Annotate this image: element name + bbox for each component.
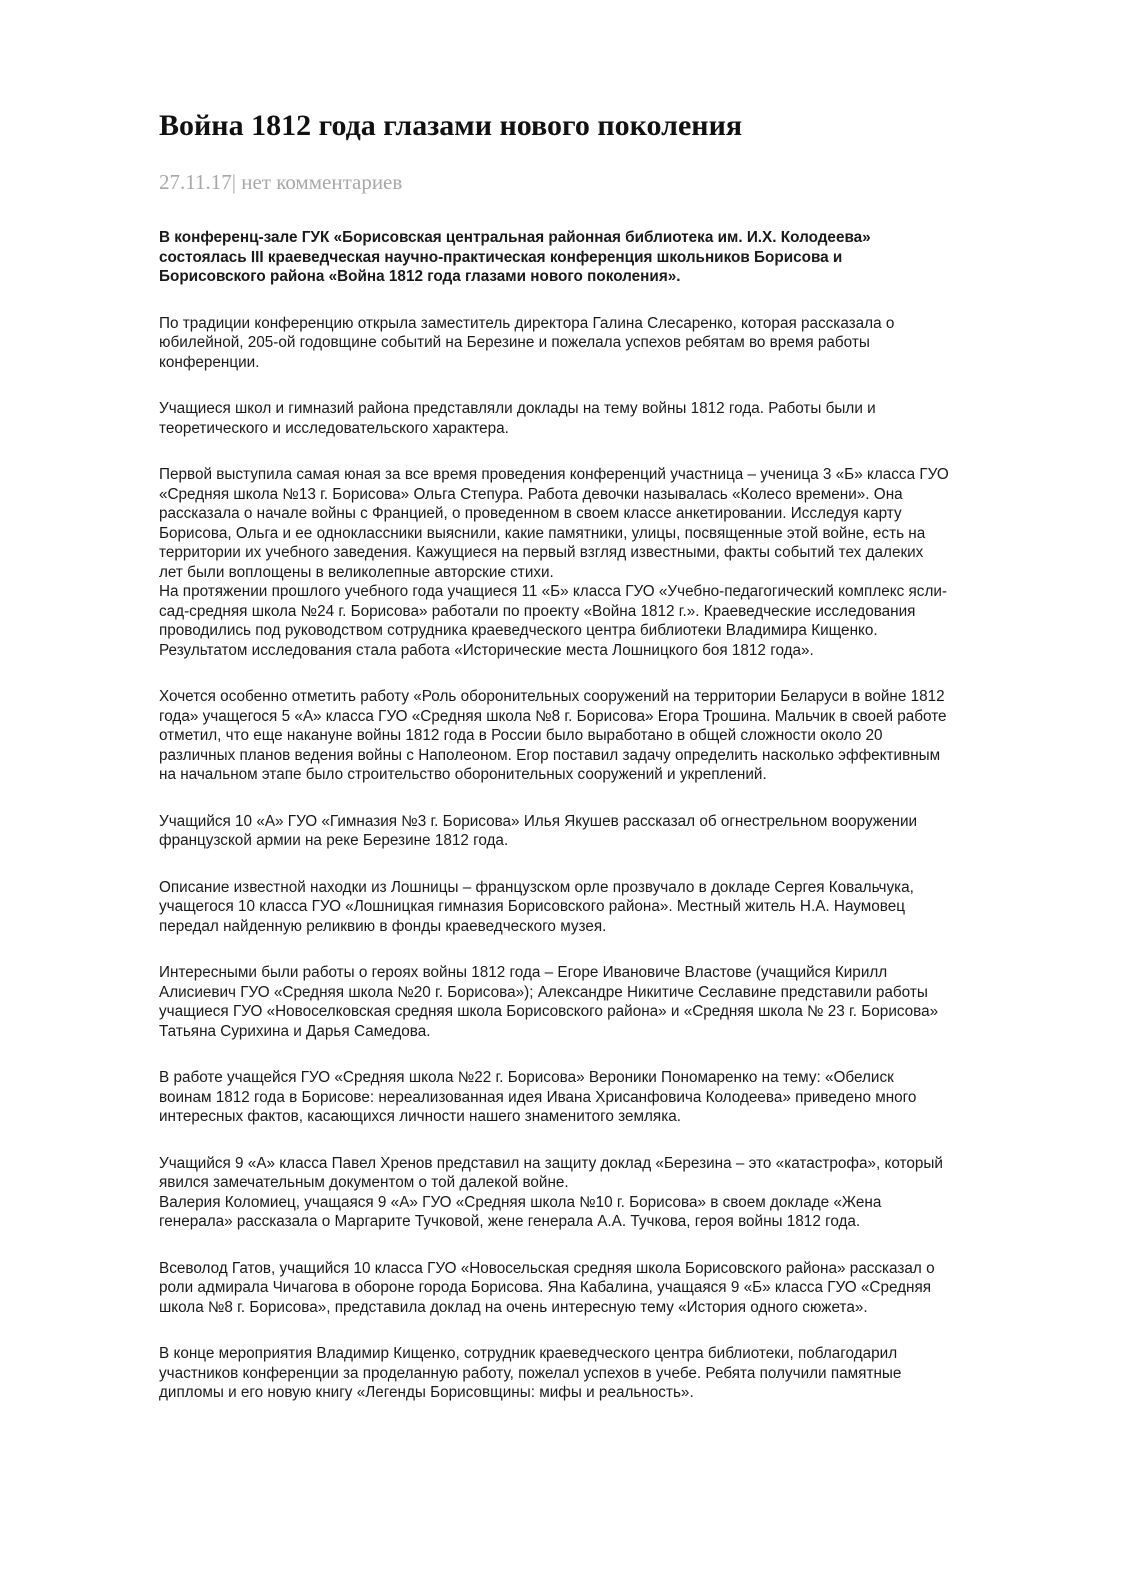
paragraph-line: рассказала о начале войны с Францией, о проведенном в своем классе анкетировании. Исследуя карту bbox=[159, 505, 902, 522]
paragraph-line: передал найденную реликвию в фонды краеведческого музея. bbox=[159, 917, 607, 935]
paragraph-line: отметил, что еще накануне войны 1812 года в России было выработано в общей сложности около 20 bbox=[159, 727, 883, 744]
paragraph-line: Борисова, Ольга и ее одноклассники выяснили, какие памятники, улицы, посвященные этой войне, есть на bbox=[159, 524, 926, 542]
article-meta bbox=[159, 170, 1039, 194]
paragraph bbox=[159, 812, 1039, 851]
paragraph bbox=[159, 314, 1039, 373]
article-body bbox=[159, 228, 1039, 1403]
paragraph bbox=[159, 465, 1039, 660]
paragraph bbox=[159, 1154, 1039, 1232]
paragraph-line: французской армии на реке Березине 1812 года. bbox=[159, 832, 509, 849]
paragraph-line: участников конференции за проделанную работу, пожелал успехов в учебе. Ребята получили памятные bbox=[159, 1364, 902, 1382]
paragraph bbox=[159, 1068, 1039, 1127]
paragraph-line: По традиции конференцию открыла заместитель директора Галина Слесаренко, которая рассказала о bbox=[159, 314, 895, 332]
paragraph-line: Учащийся 9 «А» класса Павел Хренов представил на защиту доклад «Березина – это «катастрофа», который bbox=[159, 1154, 943, 1172]
paragraph-line: «Средняя школа №13 г. Борисова» Ольга Степура. Работа девочки называлась «Колесо времени». Она bbox=[159, 485, 903, 503]
paragraph-line: воинам 1812 года в Борисове: нереализованная идея Ивана Хрисанфовича Колодеева» приведено много bbox=[159, 1088, 917, 1106]
paragraph-line: проводились под руководством сотрудника краеведческого центра библиотеки Владимира Кищенко. bbox=[159, 622, 878, 639]
paragraph-line: На протяжении прошлого учебного года учащиеся 11 «Б» класса ГУО «Учебно-педагогический комплекс ясли- bbox=[159, 583, 948, 600]
article-title: Война 1812 года глазами нового поколения bbox=[159, 109, 743, 142]
paragraph-line: Валерия Коломиец, учащаяся 9 «А» ГУО «Средняя школа №10 г. Борисова» в своем докладе «Жена bbox=[159, 1193, 882, 1211]
paragraph-line: В работе учащейся ГУО «Средняя школа №22 г. Борисова» Вероники Пономаренко на тему: «Обелиск bbox=[159, 1069, 894, 1086]
paragraph-line: Интересными были работы о героях войны 1812 года – Егоре Ивановиче Властове (учащийся Кирилл bbox=[159, 964, 888, 981]
paragraph bbox=[159, 687, 1039, 785]
paragraph bbox=[159, 963, 1039, 1041]
paragraph-line: различных планов ведения войны с Наполеоном. Егор поставил задачу определить насколько эффективным bbox=[159, 746, 941, 764]
paragraph-line: учащегося 10 класса ГУО «Лошницкая гимназия Борисовского района». Местный житель Н.А. Наумовец bbox=[159, 898, 906, 915]
paragraph-line: конференции. bbox=[159, 353, 260, 371]
paragraph-line: юбилейной, 205-ой годовщине событий на Березине и пожелала успехов ребятам во время работы bbox=[159, 334, 870, 351]
paragraph-line: дипломы и его новую книгу «Легенды Борисовщины: мифы и реальность». bbox=[159, 1384, 694, 1401]
comments-count[interactable]: нет комментариев bbox=[235, 170, 403, 194]
paragraph-line: сад-средняя школа №24 г. Борисова» работали по проекту «Война 1812 г.». Краеведческие исследования bbox=[159, 602, 916, 620]
paragraph-line: теоретического и исследовательского характера. bbox=[159, 419, 509, 437]
paragraph bbox=[159, 1344, 1039, 1403]
paragraph-line: Первой выступила самая юная за все время проведения конференций участница – ученица 3 «Б» класса ГУО bbox=[159, 466, 949, 483]
paragraph-line: года» учащегося 5 «А» класса ГУО «Средняя школа №8 г. Борисова» Егора Трошина. Мальчик в своей работе bbox=[159, 707, 947, 725]
paragraph bbox=[159, 399, 1039, 438]
paragraph-line: школа №8 г. Борисова», представила доклад на очень интересную тему «История одного сюжета». bbox=[159, 1298, 868, 1316]
meta-separator: | bbox=[231, 170, 236, 194]
paragraph-line: Хочется особенно отметить работу «Роль оборонительных сооружений на территории Беларуси в войне 1812 bbox=[159, 688, 945, 705]
paragraph-line: Татьяна Сурихина и Дарья Самедова. bbox=[159, 1022, 431, 1040]
paragraph-line: Результатом исследования стала работа «Исторические места Лошницкого боя 1812 года». bbox=[159, 641, 814, 659]
paragraph-line: Учащиеся школ и гимназий района представляли доклады на тему войны 1812 года. Работы были и bbox=[159, 400, 876, 417]
lead-paragraph bbox=[159, 228, 1039, 287]
paragraph-line: лет были воплощены в великолепные авторские стихи. bbox=[159, 563, 554, 581]
paragraph-line: явился замечательным документом о той далекой войне. bbox=[159, 1174, 569, 1191]
paragraph-line: В конце мероприятия Владимир Кищенко, сотрудник краеведческого центра библиотеки, поблагодарил bbox=[159, 1345, 898, 1362]
paragraph-line: роли адмирала Чичагова в обороне города Борисова. Яна Кабалина, учащаяся 9 «Б» класса ГУО «Средняя bbox=[159, 1279, 932, 1296]
paragraph-line: Алисиевич ГУО «Средняя школа №20 г. Борисова»); Александре Никитиче Сеславине представили работы bbox=[159, 983, 928, 1001]
paragraph-line: Описание известной находки из Лошницы – французском орле прозвучало в докладе Сергея Ковальчука, bbox=[159, 878, 914, 896]
paragraph-line: учащиеся ГУО «Новоселковская средняя школа Борисовского района» и «Средняя школа № 23 г. Борисова» bbox=[159, 1003, 939, 1020]
paragraph-line: территории их учебного заведения. Кажущиеся на первый взгляд известными, факты событий тех далеких bbox=[159, 544, 924, 561]
article-date: 27.11.17 bbox=[159, 170, 232, 194]
paragraph-line: на начальном этапе было строительство оборонительных сооружений и укреплений. bbox=[159, 766, 767, 783]
paragraph bbox=[159, 878, 1039, 937]
paragraph-line: состоялась III краеведческая научно-практическая конференция школьников Борисова и bbox=[159, 248, 843, 266]
paragraph-line: Борисовского района «Война 1812 года глазами нового поколения». bbox=[159, 268, 681, 285]
paragraph-line: Учащийся 10 «А» ГУО «Гимназия №3 г. Борисова» Илья Якушев рассказал об огнестрельном вооружении bbox=[159, 812, 918, 830]
paragraph-line: Всеволод Гатов, учащийся 10 класса ГУО «Новосельская средняя школа Борисовского района» рассказал о bbox=[159, 1259, 935, 1277]
article bbox=[159, 108, 1039, 1430]
paragraph-line: генерала» рассказала о Маргарите Тучковой, жене генерала А.А. Тучкова, героя войны 1812 года. bbox=[159, 1213, 861, 1230]
paragraph bbox=[159, 1259, 1039, 1318]
paragraph-line: интересных фактов, касающихся личности нашего знаменитого земляка. bbox=[159, 1108, 681, 1125]
paragraph-line: В конференц-зале ГУК «Борисовская центральная районная библиотека им. И.Х. Колодеева» bbox=[159, 229, 871, 246]
